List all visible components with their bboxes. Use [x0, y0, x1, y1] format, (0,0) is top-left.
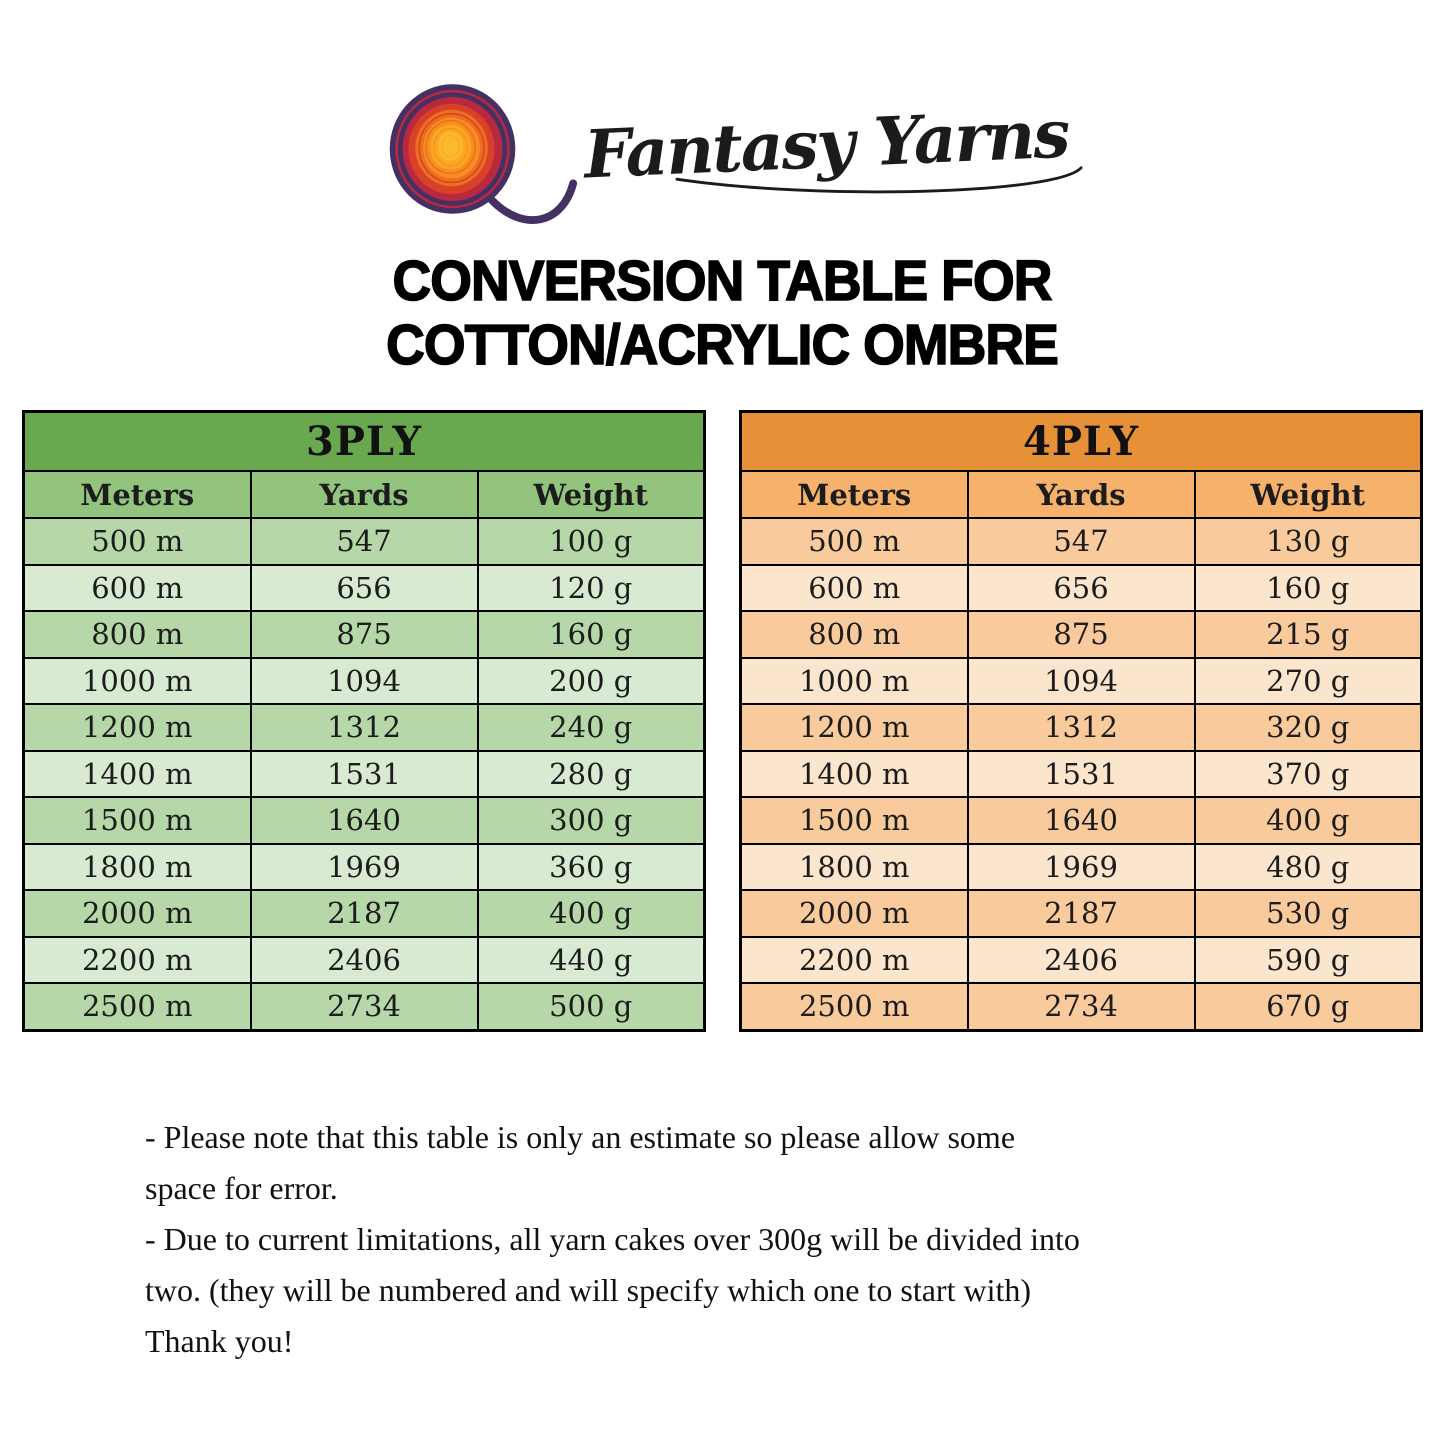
table-body-3ply [24, 518, 705, 1030]
table-cell: 2200 m [24, 937, 251, 984]
table-row [741, 983, 1422, 1030]
note-line: Thank you! [145, 1323, 294, 1359]
table-title-4ply: 4PLY [741, 412, 1422, 472]
table-row [24, 797, 705, 844]
table-row [24, 890, 705, 937]
brand-name-wrap [582, 94, 1071, 197]
table-row [741, 565, 1422, 612]
table-cell: 2734 [968, 983, 1195, 1030]
notes [145, 1112, 1355, 1367]
table-cell: 800 m [741, 611, 968, 658]
brand-logo [0, 66, 1445, 236]
table-cell: 1640 [251, 797, 478, 844]
table-cell: 590 g [1195, 937, 1422, 984]
table-row [24, 658, 705, 705]
table-cell: 530 g [1195, 890, 1422, 937]
table-cell: 875 [968, 611, 1195, 658]
table-cell: 160 g [1195, 565, 1422, 612]
table-cell: 2200 m [741, 937, 968, 984]
table-cell: 1312 [251, 704, 478, 751]
table-cell: 1500 m [741, 797, 968, 844]
table-row [741, 937, 1422, 984]
table-cell: 1000 m [741, 658, 968, 705]
table-row [741, 797, 1422, 844]
conversion-tables [22, 410, 1423, 1032]
table-cell: 1312 [968, 704, 1195, 751]
table-cell: 130 g [1195, 518, 1422, 565]
table-header-row [741, 471, 1422, 518]
table-body-4ply [741, 518, 1422, 1030]
table-cell: 1800 m [741, 844, 968, 891]
table-cell: 370 g [1195, 751, 1422, 798]
table-cell: 160 g [478, 611, 705, 658]
table-cell: 2500 m [741, 983, 968, 1030]
table-cell: 1000 m [24, 658, 251, 705]
table-cell: 2000 m [741, 890, 968, 937]
table-cell: 2406 [968, 937, 1195, 984]
table-cell: 1200 m [24, 704, 251, 751]
table-cell: 120 g [478, 565, 705, 612]
table-cell: 1800 m [24, 844, 251, 891]
table-cell: 1531 [251, 751, 478, 798]
table-cell: 240 g [478, 704, 705, 751]
table-4ply [739, 410, 1423, 1032]
table-row [741, 518, 1422, 565]
table-cell: 320 g [1195, 704, 1422, 751]
col-header-meters: Meters [24, 471, 251, 518]
table-cell: 100 g [478, 518, 705, 565]
flourish-swash-icon [675, 165, 1083, 201]
table-cell: 547 [251, 518, 478, 565]
table-title-row [24, 412, 705, 472]
table-row [24, 844, 705, 891]
table-cell: 480 g [1195, 844, 1422, 891]
yarn-ball-icon [376, 67, 582, 235]
table-row [741, 751, 1422, 798]
table-row [741, 704, 1422, 751]
table-row [24, 751, 705, 798]
table-cell: 2187 [968, 890, 1195, 937]
table-cell: 1969 [251, 844, 478, 891]
note-line: two. (they will be numbered and will specify which one to start with) [145, 1272, 1032, 1308]
table-row [24, 518, 705, 565]
col-header-yards: Yards [968, 471, 1195, 518]
table-cell: 1500 m [24, 797, 251, 844]
table-cell: 2187 [251, 890, 478, 937]
table-row [741, 844, 1422, 891]
table-row [741, 658, 1422, 705]
table-cell: 2500 m [24, 983, 251, 1030]
table-cell: 1094 [251, 658, 478, 705]
table-cell: 600 m [24, 565, 251, 612]
table-cell: 500 m [741, 518, 968, 565]
note-line: space for error. [145, 1170, 338, 1206]
table-row [24, 983, 705, 1030]
table-row [24, 704, 705, 751]
note-line: - Due to current limitations, all yarn cakes over 300g will be divided into [145, 1221, 1080, 1257]
table-cell: 656 [968, 565, 1195, 612]
table-cell: 1640 [968, 797, 1195, 844]
table-row [24, 937, 705, 984]
table-cell: 800 m [24, 611, 251, 658]
table-cell: 440 g [478, 937, 705, 984]
brand-name: Fantasy Yarns [582, 94, 1071, 194]
table-cell: 1094 [968, 658, 1195, 705]
table-row [741, 890, 1422, 937]
table-cell: 875 [251, 611, 478, 658]
table-row [741, 611, 1422, 658]
table-cell: 500 m [24, 518, 251, 565]
table-cell: 1400 m [24, 751, 251, 798]
table-cell: 400 g [1195, 797, 1422, 844]
table-cell: 270 g [1195, 658, 1422, 705]
table-3ply [22, 410, 706, 1032]
table-cell: 600 m [741, 565, 968, 612]
table-title-3ply: 3PLY [24, 412, 705, 472]
page-title: CONVERSION TABLE FOR COTTON/ACRYLIC OMBRE [386, 249, 1058, 377]
table-cell: 1969 [968, 844, 1195, 891]
table-title-row [741, 412, 1422, 472]
table-cell: 500 g [478, 983, 705, 1030]
col-header-meters: Meters [741, 471, 968, 518]
col-header-weight: Weight [478, 471, 705, 518]
table-cell: 300 g [478, 797, 705, 844]
table-cell: 1531 [968, 751, 1195, 798]
note-line: - Please note that this table is only an estimate so please allow some [145, 1119, 1016, 1155]
table-cell: 547 [968, 518, 1195, 565]
table-header-row [24, 471, 705, 518]
table-cell: 2000 m [24, 890, 251, 937]
table-cell: 360 g [478, 844, 705, 891]
table-cell: 2734 [251, 983, 478, 1030]
col-header-weight: Weight [1195, 471, 1422, 518]
table-cell: 280 g [478, 751, 705, 798]
table-row [24, 565, 705, 612]
col-header-yards: Yards [251, 471, 478, 518]
table-cell: 656 [251, 565, 478, 612]
table-cell: 2406 [251, 937, 478, 984]
table-cell: 400 g [478, 890, 705, 937]
table-cell: 1200 m [741, 704, 968, 751]
table-cell: 215 g [1195, 611, 1422, 658]
table-cell: 670 g [1195, 983, 1422, 1030]
table-cell: 1400 m [741, 751, 968, 798]
table-cell: 200 g [478, 658, 705, 705]
table-row [24, 611, 705, 658]
